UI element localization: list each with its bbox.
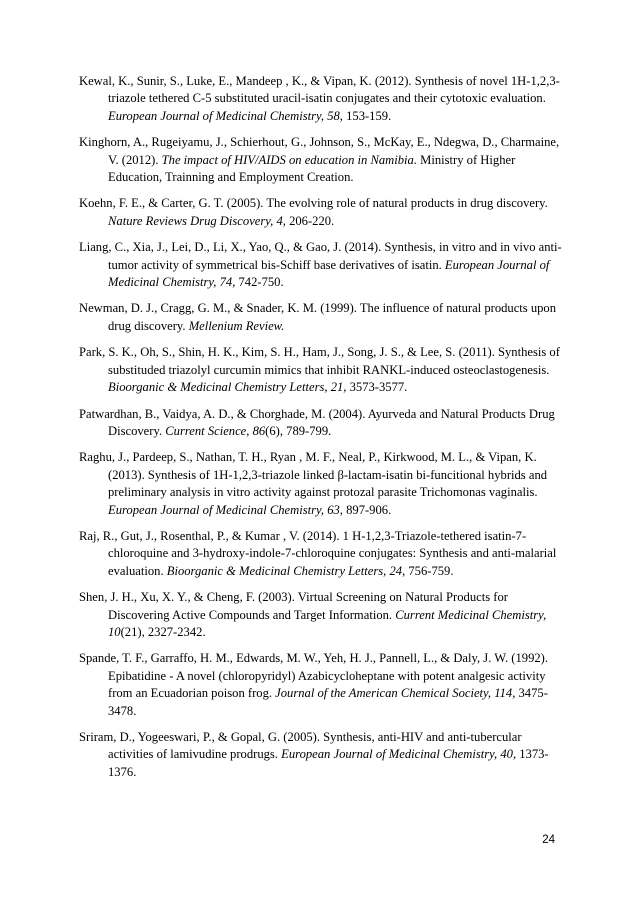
reference-entry bbox=[79, 195, 562, 230]
reference-text: Spande, T. F., Garraffo, H. M., Edwards, M. W., Yeh, H. J., Pannell, L., & Daly, J. W. (1992). Epibatidine - A novel (chloropyridyl) Azabicycloheptane with potent analgesic activity from an Ecuadorian poison frog. bbox=[79, 651, 549, 701]
reference-source: Bioorganic & Medicinal Chemistry Letters, 21 bbox=[108, 380, 344, 395]
reference-source: Mellenium Review. bbox=[188, 318, 285, 333]
reference-entry bbox=[79, 300, 562, 335]
reference-pages: (6), 789-799. bbox=[265, 423, 332, 438]
reference-text: Sriram, D., Yogeeswari, P., & Gopal, G. (2005). Synthesis, anti-HIV and anti-tubercular activities of lamivudine prodrugs. bbox=[79, 730, 522, 762]
reference-source: European Journal of Medicinal Chemistry, 58 bbox=[108, 108, 340, 123]
reference-text: Patwardhan, B., Vaidya, A. D., & Chorghade, M. (2004). Ayurveda and Natural Products Drug Discovery. bbox=[79, 406, 555, 438]
reference-entry bbox=[79, 134, 562, 186]
reference-pages: , 742-750. bbox=[232, 275, 284, 290]
reference-pages: Ministry of Higher Education, Trainning and Employment Creation. bbox=[108, 152, 516, 185]
reference-source: European Journal of Medicinal Chemistry, 63 bbox=[108, 502, 340, 517]
reference-source: Nature Reviews Drug Discovery, 4 bbox=[108, 213, 283, 228]
reference-pages: , 1373-1376. bbox=[108, 747, 549, 779]
reference-entry bbox=[79, 449, 562, 519]
reference-text: Raghu, J., Pardeep, S., Nathan, T. H., Ryan , M. F., Neal, P., Kirkwood, M. L., & Vipan, K. (2013). Synthesis of 1H-1,2,3-triazole linked β-lactam-isatin bi-funcitional hybrids and preliminary analysis in vitro activity against protozal parasite Trichomonas vaginalis. bbox=[79, 450, 548, 500]
reference-text: Kewal, K., Sunir, S., Luke, E., Mandeep , K., & Vipan, K. (2012). Synthesis of novel 1H-1,2,3-triazole tethered C-5 substituted uracil-isatin conjugates and their cytotoxic evaluation. bbox=[79, 74, 560, 106]
reference-text: Koehn, F. E., & Carter, G. T. (2005). The evolving role of natural products in drug discovery. bbox=[79, 196, 548, 211]
reference-pages: , 3475-3478. bbox=[108, 686, 548, 718]
reference-source: European Journal of Medicinal Chemistry, 74 bbox=[108, 257, 550, 290]
reference-text: Kinghorn, A., Rugeiyamu, J., Schierhout, G., Johnson, S., McKay, E., Ndegwa, D., Charmaine, V. (2012). bbox=[79, 135, 560, 167]
reference-entry bbox=[79, 344, 562, 396]
reference-source: Current Medicinal Chemistry, 10 bbox=[108, 607, 547, 639]
reference-pages: , 3573-3577. bbox=[343, 380, 408, 395]
reference-pages: , 206-220. bbox=[282, 213, 335, 228]
reference-entry bbox=[79, 239, 562, 291]
reference-pages: , 897-906. bbox=[339, 502, 392, 517]
reference-pages: , 153-159. bbox=[339, 108, 392, 123]
page-number: 24 bbox=[542, 834, 555, 846]
reference-source: Current Science, 86 bbox=[165, 423, 266, 438]
reference-source: Bioorganic & Medicinal Chemistry Letters, 24 bbox=[166, 563, 403, 578]
reference-entry bbox=[79, 528, 562, 580]
reference-text: Newman, D. J., Cragg, G. M., & Snader, K. M. (1999). The influence of natural products upon drug discovery. bbox=[79, 301, 557, 333]
reference-text: Shen, J. H., Xu, X. Y., & Cheng, F. (2003). Virtual Screening on Natural Products for Discovering Active Compounds and Target Information. bbox=[79, 590, 508, 622]
reference-entry bbox=[79, 73, 562, 125]
reference-entry bbox=[79, 589, 562, 641]
reference-text: Raj, R., Gut, J., Rosenthal, P., & Kumar , V. (2014). 1 H-1,2,3-Triazole-tethered isatin-7-chloroquine and 3-hydroxy-indole-7-chloroquine conjugates: Synthesis and anti-malarial evaluation. bbox=[79, 528, 557, 578]
reference-text: Liang, C., Xia, J., Lei, D., Li, X., Yao, Q., & Gao, J. (2014). Synthesis, in vitro and in vivo anti-tumor activity of symmetrical bis-Schiff base derivatives of isatin. bbox=[79, 240, 562, 272]
reference-source: Journal of the American Chemical Society, 114 bbox=[275, 686, 513, 701]
reference-pages: (21), 2327-2342. bbox=[120, 624, 206, 639]
reference-source: The impact of HIV/AIDS on education in Namibia. bbox=[161, 152, 417, 167]
reference-pages: , 756-759. bbox=[402, 563, 454, 578]
reference-list bbox=[79, 73, 562, 790]
reference-entry bbox=[79, 650, 562, 720]
reference-entry bbox=[79, 729, 562, 781]
reference-source: European Journal of Medicinal Chemistry, 40 bbox=[281, 747, 513, 762]
reference-entry bbox=[79, 406, 562, 441]
reference-text: Park, S. K., Oh, S., Shin, H. K., Kim, S. H., Ham, J., Song, J. S., & Lee, S. (2011). Synthesis of substituded triazolyl curcumin mimics that inhibit RANKL-induced osteoclastogenesis. bbox=[79, 345, 560, 377]
